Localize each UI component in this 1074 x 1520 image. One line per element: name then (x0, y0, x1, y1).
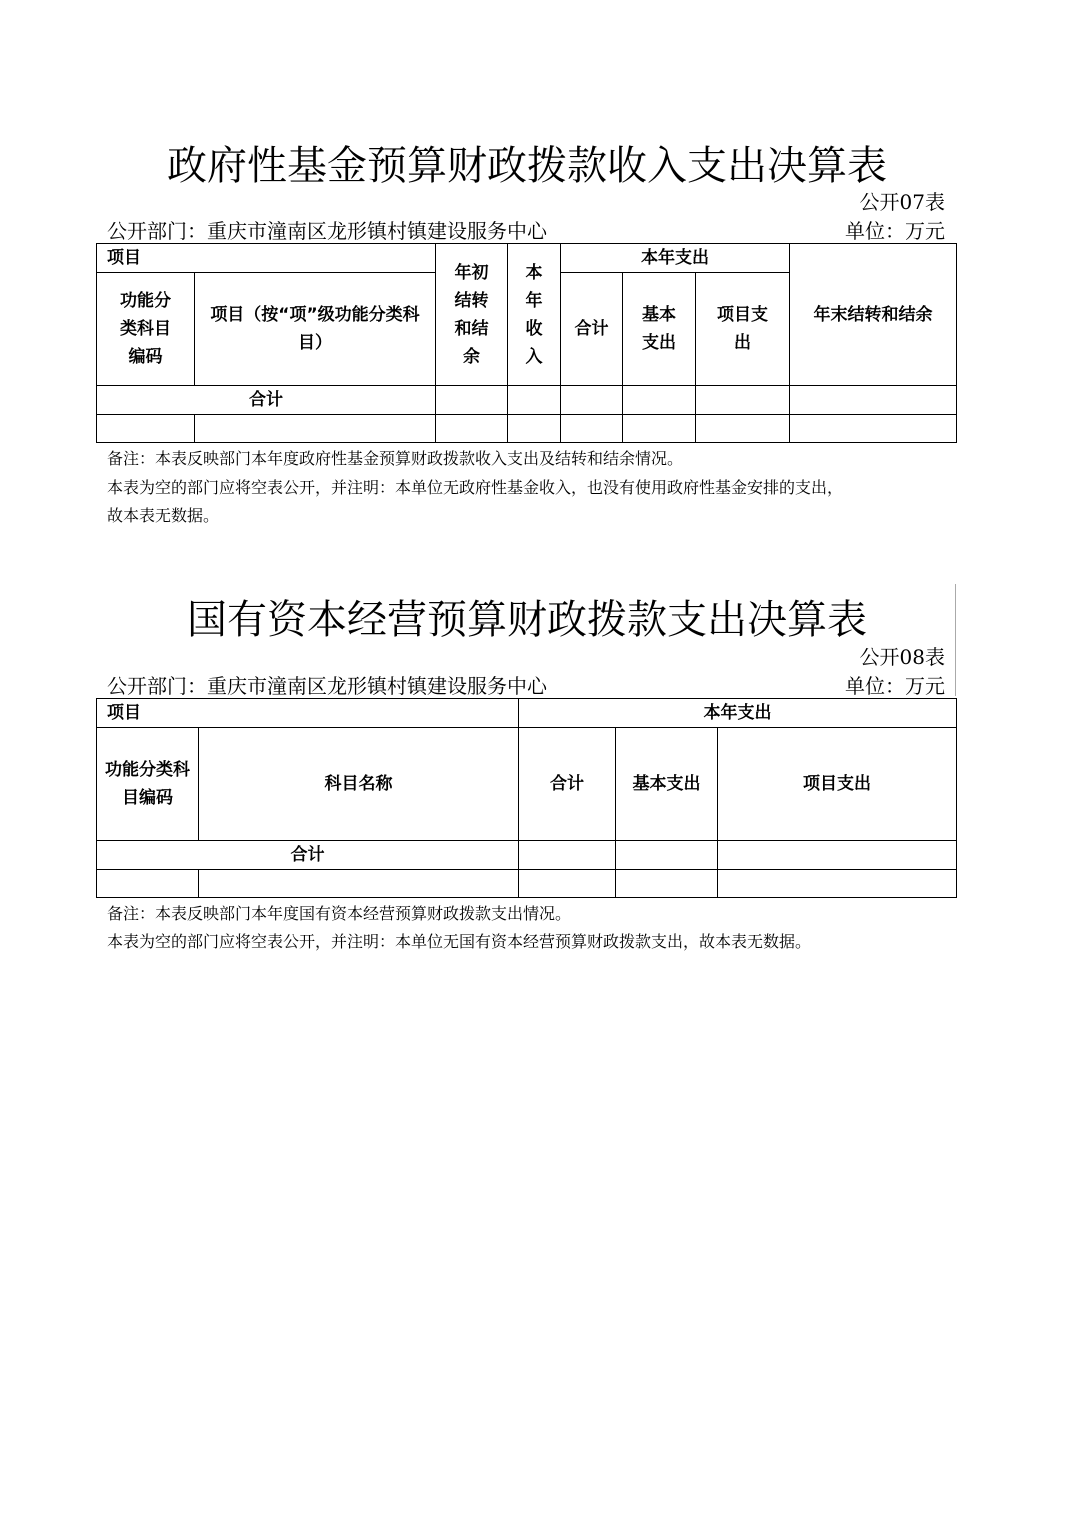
empty-cell (97, 870, 199, 898)
total-cell (508, 386, 561, 415)
header-func-code: 功能分类科目编码 (97, 273, 195, 386)
empty-cell (97, 415, 195, 443)
total-cell (561, 386, 623, 415)
total-row-label: 合计 (97, 841, 519, 870)
header-total: 合计 (519, 728, 616, 841)
total-cell (436, 386, 508, 415)
empty-cell (616, 870, 718, 898)
header-total: 合计 (561, 273, 623, 386)
table07-dept: 公开部门：重庆市潼南区龙形镇村镇建设服务中心 (107, 219, 547, 243)
table07-title: 政府性基金预算财政拨款收入支出决算表 (167, 143, 887, 189)
table07-note-2: 本表为空的部门应将空表公开，并注明：本单位无政府性基金收入，也没有使用政府性基金安排的支出， (107, 478, 844, 497)
empty-cell (790, 415, 957, 443)
header-item: 项目 (97, 699, 519, 728)
table08 (96, 698, 957, 898)
empty-cell (195, 415, 436, 443)
table08-title: 国有资本经营预算财政拨款支出决算表 (187, 597, 867, 643)
header-end-balance: 年末结转和结余 (790, 244, 957, 386)
header-item-name: 项目（按“项”级功能分类科目） (195, 273, 436, 386)
total-cell (616, 841, 718, 870)
header-expense: 本年支出 (561, 244, 790, 273)
total-cell (623, 386, 696, 415)
header-project: 项目支出 (718, 728, 957, 841)
empty-cell (718, 870, 957, 898)
total-row-label: 合计 (97, 386, 436, 415)
header-basic: 基本支出 (616, 728, 718, 841)
table07-note-3: 故本表无数据。 (107, 506, 220, 525)
header-begin-balance: 年初结转和结余 (436, 244, 508, 386)
total-cell (519, 841, 616, 870)
total-cell (718, 841, 957, 870)
table07-code: 公开07表 (859, 190, 945, 214)
empty-cell (519, 870, 616, 898)
table08-dept: 公开部门：重庆市潼南区龙形镇村镇建设服务中心 (107, 674, 547, 698)
empty-cell (508, 415, 561, 443)
header-income: 本年收入 (508, 244, 561, 386)
total-cell (696, 386, 790, 415)
table08-note-1: 备注：本表反映部门本年度国有资本经营预算财政拨款支出情况。 (107, 904, 572, 923)
table08-unit: 单位：万元 (845, 674, 945, 698)
table07 (96, 243, 957, 443)
total-cell (790, 386, 957, 415)
empty-cell (436, 415, 508, 443)
empty-cell (199, 870, 519, 898)
empty-cell (623, 415, 696, 443)
header-subject-name: 科目名称 (199, 728, 519, 841)
empty-cell (561, 415, 623, 443)
empty-cell (696, 415, 790, 443)
header-func-code: 功能分类科目编码 (97, 728, 199, 841)
header-item: 项目 (97, 244, 436, 273)
table07-note-1: 备注：本表反映部门本年度政府性基金预算财政拨款收入支出及结转和结余情况。 (107, 449, 684, 468)
table07-unit: 单位：万元 (845, 219, 945, 243)
header-basic: 基本支出 (623, 273, 696, 386)
header-expense: 本年支出 (519, 699, 957, 728)
table08-code: 公开08表 (859, 645, 945, 669)
table08-note-2: 本表为空的部门应将空表公开，并注明：本单位无国有资本经营预算财政拨款支出，故本表无数据。 (107, 932, 812, 951)
header-project: 项目支出 (696, 273, 790, 386)
